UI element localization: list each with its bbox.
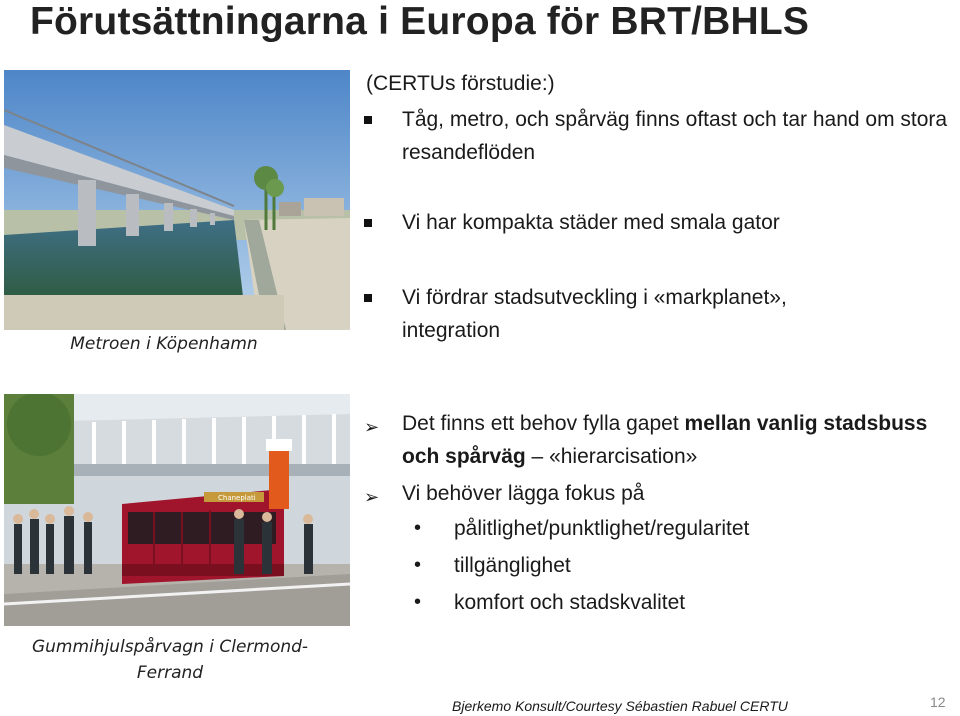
list-item: Vi fördrar stadsutveckling i «markplanet», integration <box>364 281 854 347</box>
dot-bullet-icon: • <box>414 554 422 576</box>
dot-bullet-icon: • <box>414 591 422 613</box>
dot-bullet-icon: • <box>414 517 422 539</box>
photo-clermont-tram <box>4 394 350 626</box>
list-item: ➢ Vi behöver lägga fokus på <box>364 477 954 510</box>
slide-title: Förutsättningarna i Europa för BRT/BHLS <box>30 0 810 43</box>
square-bullet-icon <box>364 116 372 124</box>
arrow-bullet-icon: ➢ <box>364 417 380 437</box>
caption-photo1: Metroen i Köpenhamn <box>70 334 258 354</box>
sub-bullet-list <box>364 510 954 621</box>
square-bullet-icon <box>364 294 372 302</box>
tram-destination-sign: Chaneplati <box>218 494 256 502</box>
square-bullet-list <box>364 103 954 169</box>
list-item: Vi har kompakta städer med smala gator <box>364 206 954 239</box>
list-item: • pålitlighet/punktlighet/regularitet <box>364 510 954 547</box>
square-bullet-icon <box>364 219 372 227</box>
arrow-bullet-icon: ➢ <box>364 487 380 507</box>
page-number: 12 <box>930 694 946 710</box>
footer-credit: Bjerkemo Konsult/Courtesy Sébastien Rabuel CERTU <box>452 698 788 714</box>
square-bullet-list <box>364 206 954 239</box>
photo-copenhagen-metro <box>4 70 350 330</box>
list-item: • komfort och stadskvalitet <box>364 584 954 621</box>
list-item: Tåg, metro, och spårväg finns oftast och tar hand om stora resandeflöden <box>364 103 954 169</box>
intro-text: (CERTUs förstudie:) <box>366 72 555 95</box>
square-bullet-list <box>364 281 854 347</box>
arrow-bullet-list <box>364 407 954 510</box>
list-item: ➢ Det finns ett behov fylla gapet mellan vanlig stadsbuss och spårväg – «hierarcisation» <box>364 412 928 468</box>
caption-photo2: Gummihjulspårvagn i Clermond-Ferrand <box>31 637 309 683</box>
list-item: • tillgänglighet <box>364 547 954 584</box>
